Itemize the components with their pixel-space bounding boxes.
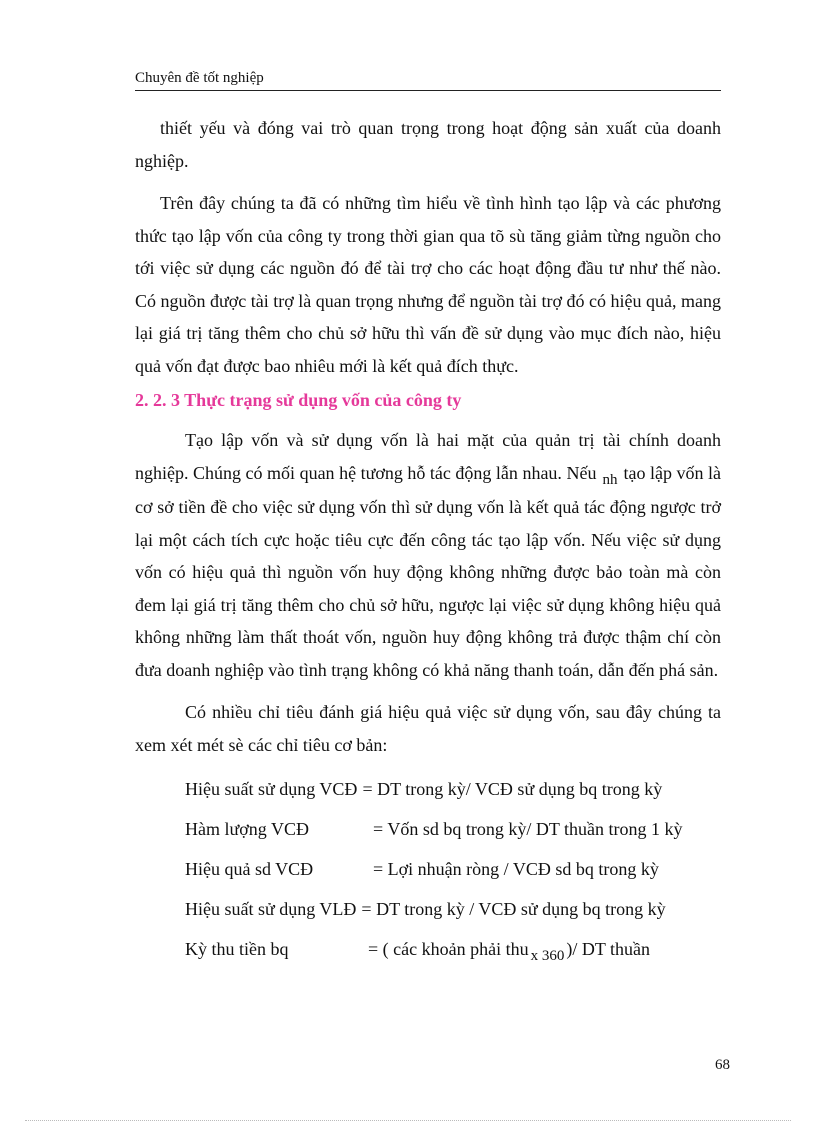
page-number: 68 [715,1057,730,1073]
formula-list [135,769,721,969]
formula-expression: = DT trong kỳ / VCĐ sử dụng bq trong kỳ [361,898,666,919]
formula-expression: = DT trong kỳ/ VCĐ sử dụng bq trong kỳ [362,778,663,799]
section-heading: 2. 2. 3 Thực trạng sử dụng vốn của công ty [135,390,462,410]
formula-label: Hiệu quả sd VCĐ [185,858,314,879]
formula-row [135,929,721,969]
formula-subscript: x 360 [530,947,565,964]
formula-label: Hiệu suất sử dụng VLĐ [185,898,357,919]
paragraph-3-part-2: tạo lập vốn là cơ sở tiền đề cho việc sử dụng vốn thì sử dụng vốn là kết quả tác động ngược trở lại một cách tích cực hoặc tiêu cực đến công tác tạo lập vốn. Nếu việc sử dụng vốn có hiệu quả thì nguồn vốn huy động không những được bảo toàn mà còn đem lại giá trị tăng thêm cho chủ sở hữu, ngược lại việc sử dụng không hiệu quả không những làm thất thoát vốn, nguồn huy động không trả được thậm chí còn đưa doanh nghiệp vào tình trạng không có khả năng thanh toán, dẫn đến phá sản. [135,462,721,680]
formula-row [135,889,721,929]
running-header: Chuyên đề tốt nghiệp [135,70,721,91]
formula-expression: = Vốn sd bq trong kỳ/ DT thuần trong 1 kỳ [373,818,683,839]
formula-row [135,769,721,809]
paragraph-3 [135,424,721,686]
paragraph-1: thiết yếu và đóng vai trò quan trọng trong hoạt động sản xuất của doanh nghiệp. [135,118,721,171]
formula-label: Hiệu suất sử dụng VCĐ [185,778,358,799]
formula-expression-part-1: = ( các khoản phải thu [368,938,529,959]
formula-row [135,809,721,849]
formula-label: Hàm lượng VCĐ [185,818,309,839]
formula-expression: = Lợi nhuận ròng / VCĐ sd bq trong kỳ [373,858,659,879]
page-bottom-divider [25,1120,791,1121]
stray-subscript: nh [602,471,618,488]
paragraph-2: Trên đây chúng ta đã có những tìm hiểu về tình hình tạo lập và các phương thức tạo lập vốn của công ty trong thời gian qua tõ sù tăng giảm từng nguồn cho tới việc sử dụng các nguồn đó để tài trợ cho các hoạt động đầu tư như thế nào. Có nguồn được tài trợ là quan trọng nhưng để nguồn tài trợ đó có hiệu quả, mang lại giá trị tăng thêm cho chủ sở hữu thì vấn đề sử dụng vào mục đích nào, hiệu quả vốn đạt được bao nhiêu mới là kết quả đích thực. [135,193,721,376]
page-body [135,112,721,969]
paragraph-4: Có nhiều chỉ tiêu đánh giá hiệu quả việc sử dụng vốn, sau đây chúng ta xem xét mét sè các chỉ tiêu cơ bản: [135,702,721,755]
paragraph-3-part-1: Tạo lập vốn và sử dụng vốn là hai mặt của quản trị tài chính doanh nghiệp. Chúng có mối quan hệ tương hỗ tác động lẫn nhau. Nếu [135,430,721,483]
formula-row [135,849,721,889]
formula-label: Kỳ thu tiền bq [185,938,289,959]
formula-expression-part-2: )/ DT thuần [566,938,650,959]
formula-expression [368,938,650,964]
